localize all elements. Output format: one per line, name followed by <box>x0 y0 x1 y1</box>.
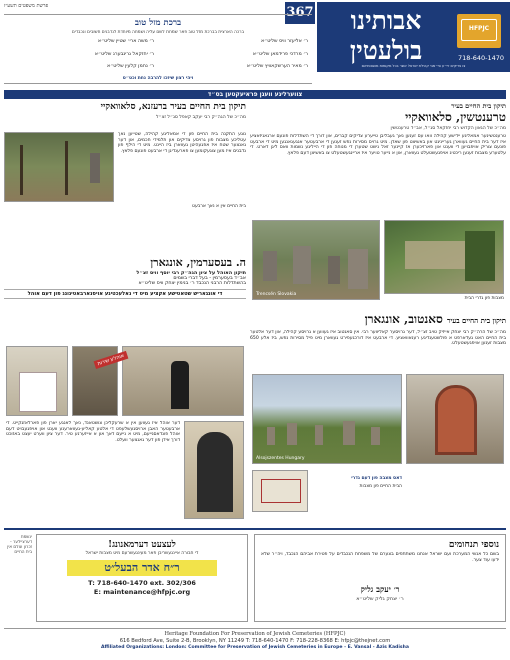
donor-list <box>8 39 308 75</box>
article-heading: ה. בעסערמין, אונגארן <box>150 256 246 269</box>
article-banner: די אונגאריש שטאטישע אקציע מיט די נאלעכטיגע אויסנארבאטיגונג פון דעם אוהל <box>4 289 246 299</box>
ohel-badge: אוהלע שירות <box>94 351 128 369</box>
donor-item: ר׳ מאיר הערשקאוויץ שליט״א <box>246 64 308 70</box>
photo-caption: דאס מצבה פון דעם גדרי <box>351 476 402 481</box>
sponsor-phone: T: 718-640-1470 ext. 302/306 <box>88 579 196 587</box>
condolence-name-2: ר׳ יצחק גליק שליט״א <box>356 596 404 602</box>
article-line: תיקון האוהל על ציון הגה״ק רבי יוסף וויס זצ״ל <box>136 270 246 276</box>
photo-caption: מצבות פון גדרי הבית <box>464 296 504 301</box>
article-kicker: תיקון בית החיים בעיר <box>451 102 506 110</box>
sponsor-text: די חבורה איינגעשריבן פאר מעינגעשרעם מיט מצבות ישראל <box>85 551 199 556</box>
sponsor-email: E: maintenance@hfpjc.org <box>93 588 191 596</box>
cemetery-photo <box>252 470 308 512</box>
donor-item: ר׳ משה ארי׳ שטיין שליט״א <box>97 39 154 44</box>
article-body: דער אוהל איז געווען אין א שרעקליכן צושטאנד, נאך לאנגע יארן פון פארלאזנקייט. די ארבעטער האבן ארויסגעשלעפט די אלטע קאליע-געווארענע ווענט און אויפגעבויט דעם אוהל פונדאסנייעם, מיט א נייעם דאך און א אייזערנע טיר. דער ציון ווערט יעצט באזוכט דורך אידן פון דער גאנצער וועלט. <box>6 421 180 443</box>
sponsor-title: לעצעט דערמאנונג! <box>108 540 176 550</box>
cemetery-photo <box>252 220 380 300</box>
article-line: בהשתדלות הרבני הנכבד ר׳ בנימין יצחק וויס שליט״א <box>138 281 246 286</box>
congrats-intro: ברכה הארצית בברכת מזל טוב פאר שמחת לשם עליה ושמחה מיוחדת לנדבנים חשובים ונכבדים <box>71 30 245 35</box>
congrats-block <box>4 14 312 84</box>
footer-affiliated: Affiliated Organizations: London: Committee for Preservation of Jewish Cemeteries in Europe - E. Vansal - Azis Kadisha <box>100 645 410 650</box>
sponsor-highlight: ר״ח אדר הבעל״ט <box>67 560 217 576</box>
date-line: פרשת משפטים תשע״ז <box>4 3 49 9</box>
cemetery-photo <box>384 220 504 294</box>
logo-label: HFPJC <box>468 25 490 32</box>
article-heading: תיקון בית החיים בעיר ברעזנא, סלאוואקיי <box>100 102 246 112</box>
ohel-photo <box>122 346 244 416</box>
article-body: נוגע התקנה בית החיים פון די אמאליגע קהילה, שטייען נאך עטליכע מצבות פון גרויסע צדיקים און תלמידי חכמים, און דער גאנצער שטח איז אפגעהיטן געווארן ביז היינט. מיט די הילף פון נדבנים איז מען צוגעקומען צו פארענדיגן די ארבעט פונעם פלאץ. <box>118 132 246 154</box>
condolence-title: נוספי תנחומים <box>448 540 499 550</box>
article-line: אב״ד בעסערמין - בעל דברי בשמים <box>173 276 246 281</box>
condolence-block <box>254 534 506 622</box>
article-body: מה״כ של הרה״ק רבי יצחק אייזיק טויב זצ״ל, דער גרויסער קאליווער רבי. אין סאנטוב איז געווען א גרויסע קהילה, און דער אלטער בית החיים האט געדארפט א פולשטענדיגע רענאוואציע. די ארבעט איז דורכגעפירט געווארן מיט פיל מסירות נפש, ביז אלע 650 מצבות זענען אויפגעשטעלט. <box>250 330 506 347</box>
section-band-title: צווערליגע וועגן פראיעקטען בס״ד <box>207 91 303 98</box>
cemetery-photo <box>4 132 114 202</box>
donor-item: ר׳ אליעזר וויס שליט״א <box>260 39 308 44</box>
article-heading: טרענטשין, סלאוואקיי <box>405 110 506 124</box>
article-heading: תיקון בית החיים בעיר סאנטוב, אונגארן <box>364 312 506 326</box>
photo-caption: בית החיים אין א נאך ארבעט <box>192 204 246 209</box>
ohel-photo <box>6 346 68 416</box>
side-note: ינשמת דערציילער - זכרון עולם אין בית החיים <box>7 534 32 554</box>
article-beszermeny <box>4 256 246 524</box>
donor-item: ר׳ נחמן קלעין שליט״א <box>106 64 154 70</box>
donor-item: ר׳ מרדכי פרידמאן שליט״א <box>252 51 308 57</box>
cemetery-photo <box>252 374 402 464</box>
photo-caption: Trencsén Slovakia <box>256 292 297 297</box>
masthead <box>0 0 510 88</box>
donor-item: ר׳ יחזקאל גרינבערג שליט״א <box>94 51 154 57</box>
hfpjc-logo <box>457 14 501 48</box>
article-santov <box>250 312 506 524</box>
newsletter-title: אבותינו בולעטין <box>349 6 423 65</box>
bottom-section <box>4 528 506 624</box>
congrats-footer: ויהי רצון שיזכו להרבה נחת וכט״ס <box>122 76 194 81</box>
title-block <box>317 2 510 72</box>
sponsor-block <box>36 534 248 622</box>
ohel-photo <box>184 421 244 519</box>
issue-number: 367 <box>286 5 314 20</box>
header-subtitle: צו צדיקים זיי״ע סי״מבי קהילת ישראל אשר בכל מקומות מושבותיהם <box>361 64 466 68</box>
article-brezno <box>4 102 246 252</box>
section-band <box>4 90 506 99</box>
photo-caption: Alsojszentes Hungary <box>256 456 305 461</box>
footer-org: Heritage Foundation For Preservation of Jewish Cemeteries (HFPJC) <box>164 631 346 637</box>
article-body: טרענטשינער אמאליגע יידישע קהילה וואו עס זענען נאך געבליבן טייערע צדיקים קברים, און דורך די השתדלות פונעם ארגאניזאציע איז דער בית החיים געווארן גערייניגט און באשיצט פון שאדן. מיט גרויס מסירות נפש זענען די ארבעטער אנגעגאנגען מיט די ארבעט פונעם צוריק אויפבויען די ווענט און פארזיכערן אז קיינער זאל נישט שטערן די מנוחה פון די הייליגע נשמות וואס ליגן דארט. די עלטערע מצבות זענען ריכטיג אויפגעשטעלט געווארן, און א נייער טויער איז אריינגעשטעלט צו באשיצן דעם פלאץ. <box>250 134 506 156</box>
photo-caption: הבית החיים פון מצבות <box>359 484 402 489</box>
article-trencin <box>250 102 506 310</box>
condolence-name: ר׳ יעקב גליק <box>360 584 400 594</box>
condolence-text: בשם כל אנשי המערכת ועם ישראל אנחנו משתתפים בצערם של משפחת הנכבדים על פטירת אביהם הנכבד, ויה״ר שלא ידעו עוד צער. <box>261 552 499 563</box>
article-subtitle: מה״כ של הגה״ק רבי יעקב קאפל סג״ל זצ״ל <box>156 115 246 120</box>
congrats-title: ברכת מזל טוב <box>134 18 182 28</box>
header-phone: 718-640-1470 <box>457 54 505 62</box>
footer-address: 616 Bedford Ave, Suite 2-B, Brooklyn, NY 11249 T: 718-640-1470 F: 718-228-8368 E: hfpjc@thejnet.com <box>119 638 391 644</box>
article-subtitle: מה״כ של הגאון הקדוש רבי יחזקאל סג״ל, אב״ד טרענטשין <box>390 126 506 131</box>
page-footer <box>4 628 506 658</box>
cemetery-photo <box>406 374 504 464</box>
